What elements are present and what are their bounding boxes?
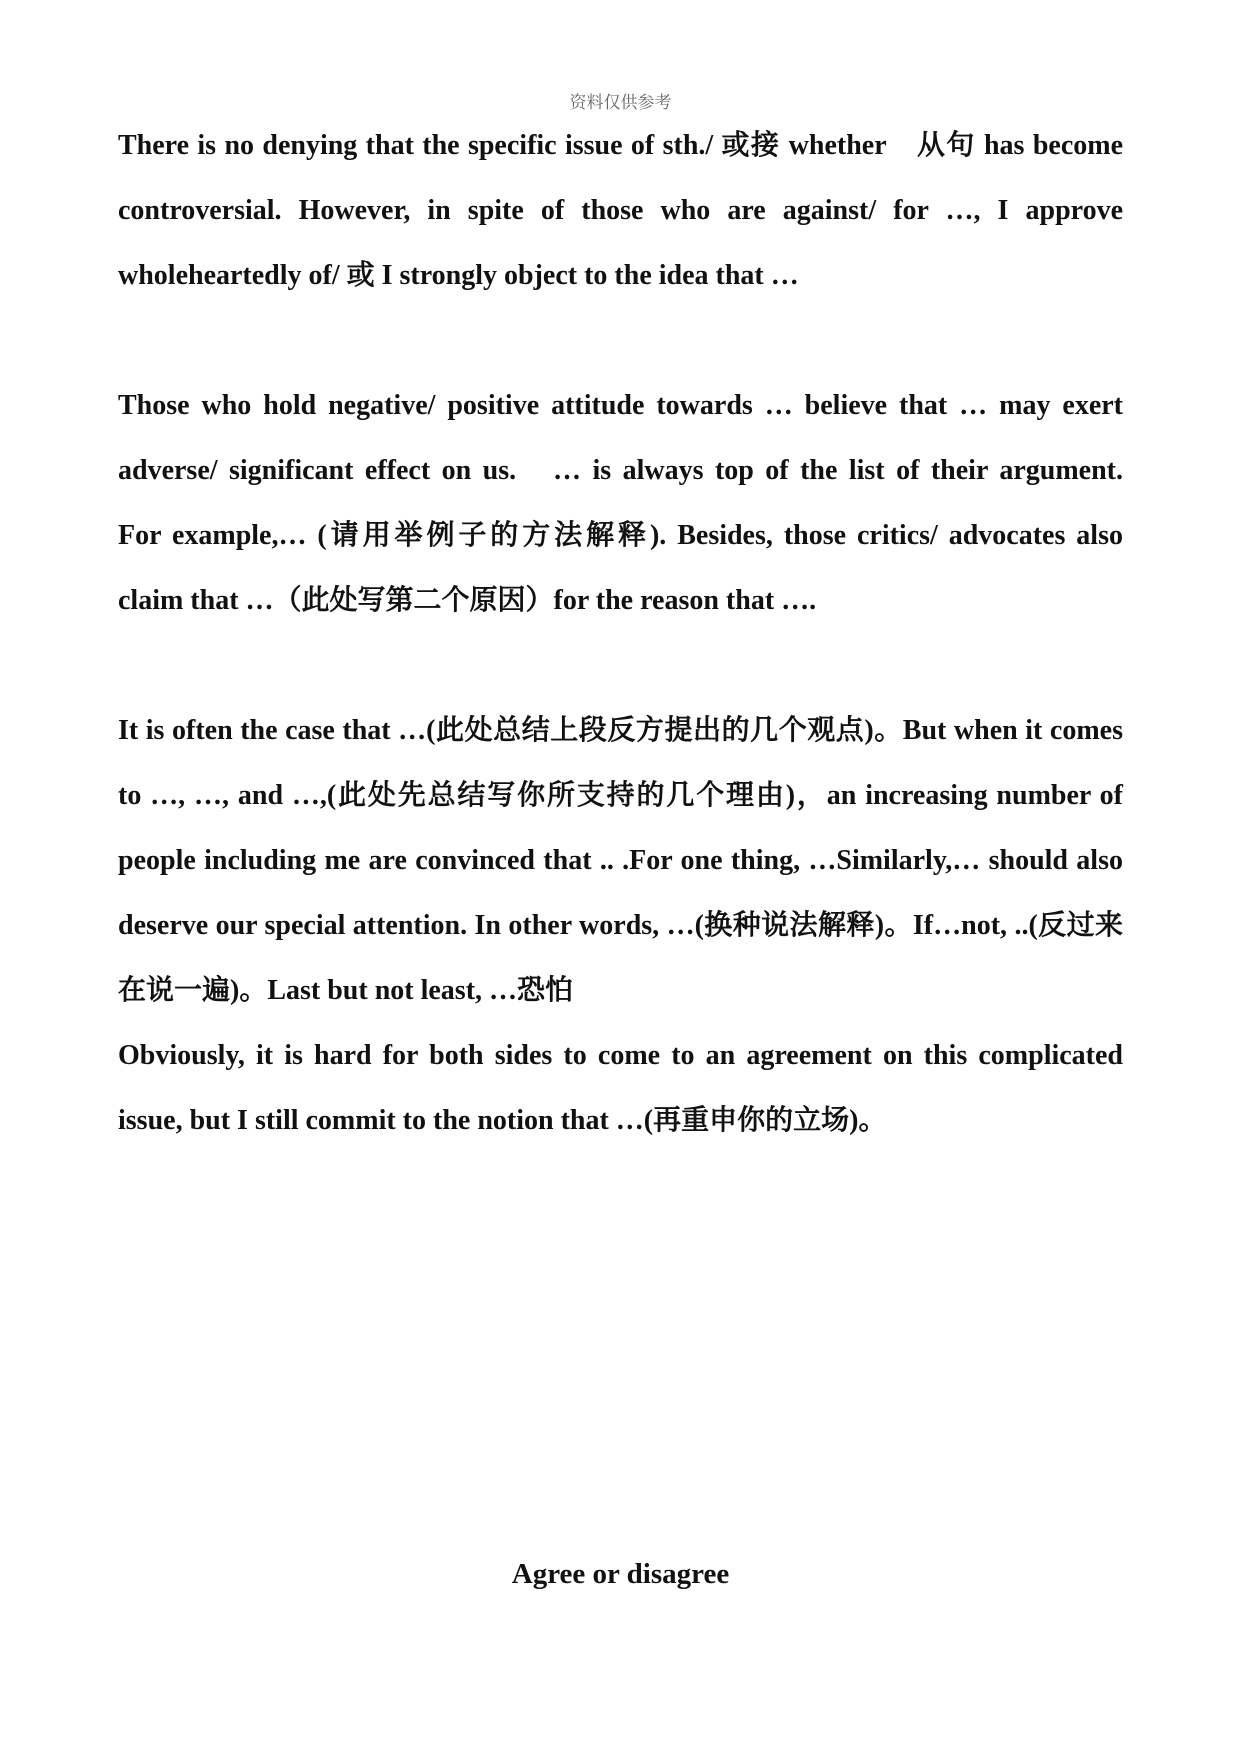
- paragraph-intro: There is no denying that the specific issue of sth./ 或接 whether 从句 has become controversial. However, in spite of those who are against/ for …, I approve wholeheartedly of/ 或 I strongly object to the idea that …: [118, 130, 1123, 291]
- section-title: Agree or disagree: [511, 1558, 730, 1590]
- paragraph-conclusion: Obviously, it is hard for both sides to come to an agreement on this complicated issue, but I still commit to the notion that …(再重申你的立场)。: [118, 1040, 1123, 1136]
- page-header: 资料仅供参考: [569, 93, 672, 113]
- paragraph-supporting-view: It is often the case that …(此处总结上段反方提出的几个观点)。But when it comes to …, …, and …,(此处先总结写你所支持的几个理由)，an increasing number of people including me are convinced that .. .For one thing, …Similarly,… should also deserve our special attention. In other words, …(换种说法解释)。If…not, ..(反过来在说一遍)。Last but not least, …恐怕: [118, 715, 1123, 1006]
- paragraph-opposing-view: Those who hold negative/ positive attitude towards … believe that … may exert adverse/ significant effect on us. … is always top of the list of their argument. For example,… (请用举例子的方法解释). Besides, those critics/ advocates also claim that …（此处写第二个原因）for the reason that ….: [118, 390, 1152, 616]
- document-body: [118, 113, 1152, 1153]
